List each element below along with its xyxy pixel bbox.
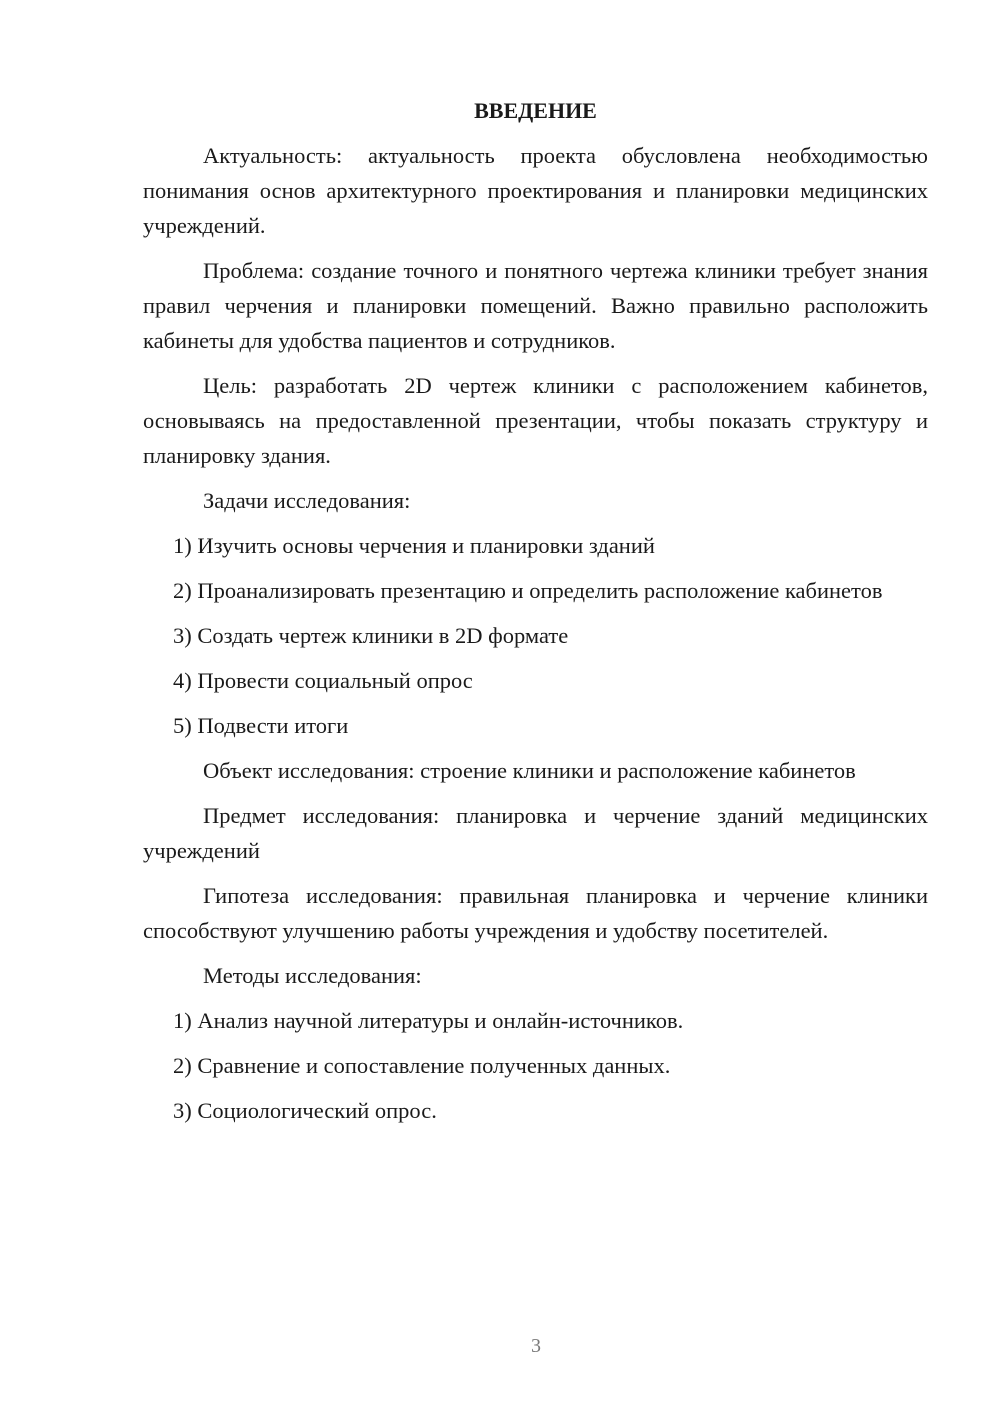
- list-item: 1) Анализ научной литературы и онлайн-источников.: [173, 1008, 684, 1033]
- list-item: 4) Провести социальный опрос: [173, 668, 473, 693]
- methods-list: [143, 1003, 928, 1128]
- page-number: 3: [531, 1335, 541, 1357]
- methods-heading: Методы исследования:: [203, 963, 422, 988]
- tasks-heading: Задачи исследования:: [203, 488, 411, 513]
- document-body: [143, 96, 928, 1138]
- goal-paragraph: Цель: разработать 2D чертеж клиники с расположением кабинетов, основываясь на предоставленной презентации, чтобы показать структуру и планировку здания.: [143, 373, 928, 468]
- relevance-paragraph: Актуальность: актуальность проекта обусловлена необходимостью понимания основ архитектурного проектирования и планировки медицинских учреждений.: [143, 143, 928, 238]
- list-item: 2) Проанализировать презентацию и определить расположение кабинетов: [173, 578, 883, 603]
- object-paragraph: Объект исследования: строение клиники и расположение кабинетов: [203, 758, 856, 783]
- list-item: 1) Изучить основы черчения и планировки зданий: [173, 533, 655, 558]
- list-item: 5) Подвести итоги: [173, 713, 349, 738]
- subject-paragraph: Предмет исследования: планировка и черчение зданий медицинских учреждений: [143, 803, 928, 863]
- list-item: 2) Сравнение и сопоставление полученных данных.: [173, 1053, 671, 1078]
- page-title: ВВЕДЕНИЕ: [474, 98, 597, 123]
- list-item: 3) Социологический опрос.: [173, 1098, 437, 1123]
- problem-paragraph: Проблема: создание точного и понятного чертежа клиники требует знания правил черчения и планировки помещений. Важно правильно расположить кабинеты для удобства пациентов и сотрудников.: [143, 258, 928, 353]
- hypothesis-paragraph: Гипотеза исследования: правильная планировка и черчение клиники способствуют улучшению работы учреждения и удобству посетителей.: [143, 883, 928, 943]
- list-item: 3) Создать чертеж клиники в 2D формате: [173, 623, 569, 648]
- tasks-list: [143, 528, 928, 743]
